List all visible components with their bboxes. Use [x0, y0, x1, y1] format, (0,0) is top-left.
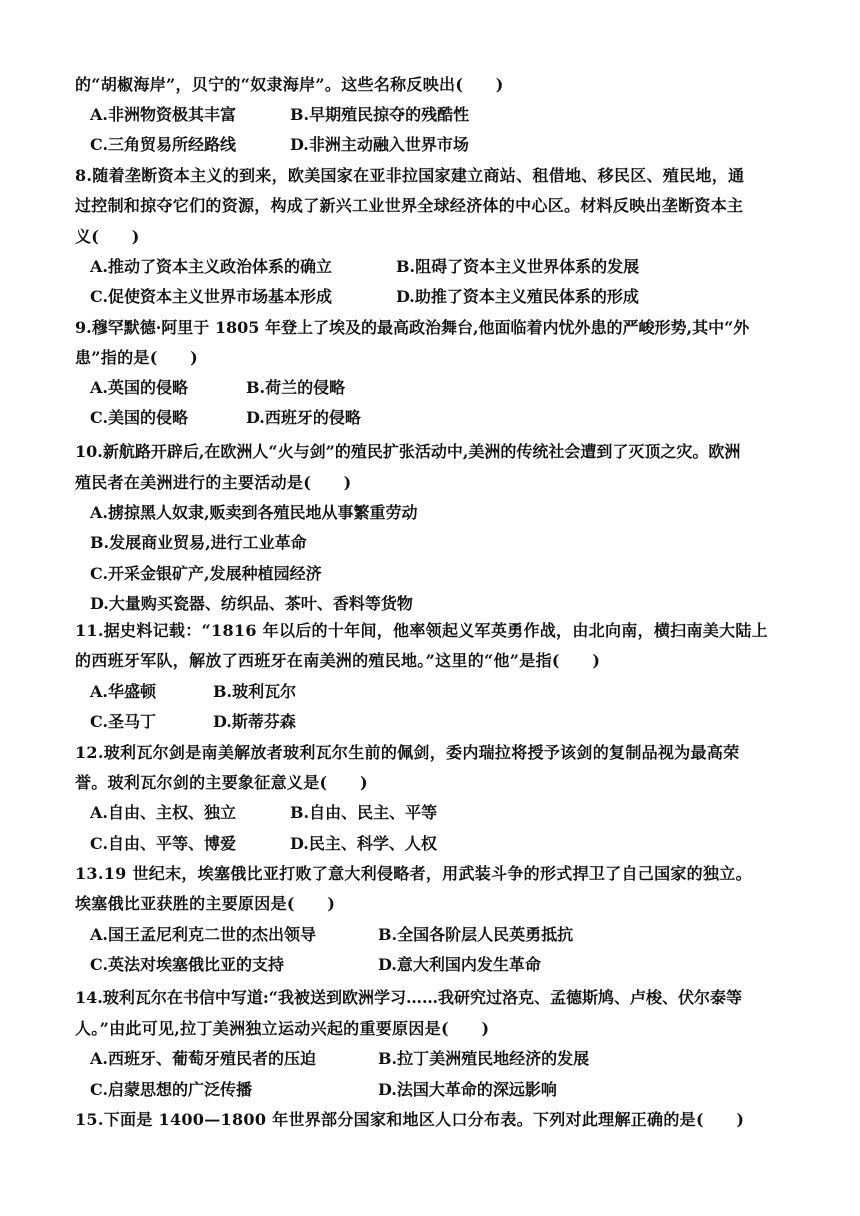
- q12-option-a: A.自由、主权、独立: [90, 803, 236, 822]
- q8-option-d: D.助推了资本主义殖民体系的形成: [396, 287, 639, 306]
- q10-option-c: C.开采金银矿产,发展种植园经济: [90, 564, 322, 583]
- q12-option-b: B.自由、民主、平等: [290, 803, 438, 822]
- q13-stem-line2: 埃塞俄比亚获胜的主要原因是( ): [75, 894, 336, 913]
- q8-option-a: A.推动了资本主义政治体系的确立: [90, 257, 332, 276]
- q8-option-b: B.阻碍了资本主义世界体系的发展: [396, 257, 640, 276]
- q9-option-c: C.美国的侵略: [90, 408, 189, 427]
- q9-option-a: A.英国的侵略: [90, 378, 188, 397]
- q14-option-b: B.拉丁美洲殖民地经济的发展: [378, 1049, 590, 1068]
- q9-option-b: B.荷兰的侵略: [246, 378, 346, 397]
- q14-option-a: A.西班牙、葡萄牙殖民者的压迫: [90, 1049, 316, 1068]
- q11-option-a: A.华盛顿: [90, 682, 156, 701]
- q7-option-d: D.非洲主动融入世界市场: [290, 135, 469, 154]
- q11-option-c: C.圣马丁: [90, 712, 157, 731]
- q14-option-c: C.启蒙思想的广泛传播: [90, 1080, 253, 1099]
- q10-stem-line1: 10.新航路开辟后,在欧洲人“火与剑”的殖民扩张活动中,美洲的传统社会遭到了灭顶之灾。欧洲: [75, 442, 741, 461]
- q12-stem-line1: 12.玻利瓦尔剑是南美解放者玻利瓦尔生前的佩剑，委内瑞拉将授予该剑的复制品视为最高荣: [75, 743, 740, 762]
- q8-stem-line1: 8.随着垄断资本主义的到来，欧美国家在亚非拉国家建立商站、租借地、移民区、殖民地，通: [75, 166, 745, 185]
- q11-stem-line2: 的西班牙军队，解放了西班牙在南美洲的殖民地。”这里的“他”是指( ): [75, 651, 601, 670]
- q8-option-c: C.促使资本主义世界市场基本形成: [90, 287, 333, 306]
- q7-option-b: B.早期殖民掠夺的残酷性: [290, 105, 470, 124]
- q15-stem-line1: 15.下面是 1400—1800 年世界部分国家和地区人口分布表。下列对此理解正确的是( ): [75, 1110, 745, 1129]
- q8-stem-line3: 义( ): [75, 227, 140, 246]
- q10-option-a: A.掳掠黑人奴隶,贩卖到各殖民地从事繁重劳动: [90, 503, 418, 522]
- q13-option-c: C.英法对埃塞俄比亚的支持: [90, 955, 285, 974]
- q13-option-d: D.意大利国内发生革命: [378, 955, 541, 974]
- q8-stem-line2: 过控制和掠夺它们的资源，构成了新兴工业世界全球经济体的中心区。材料反映出垄断资本主: [75, 196, 744, 215]
- q9-stem-line1: 9.穆罕默德·阿里于 1805 年登上了埃及的最高政治舞台,他面临着内忧外患的严峻形势,其中“外: [75, 318, 750, 337]
- q13-stem-line1: 13.19 世纪末，埃塞俄比亚打败了意大利侵略者，用武装斗争的形式捍卫了自己国家的独立。: [75, 864, 752, 883]
- q10-option-d: D.大量购买瓷器、纺织品、茶叶、香料等货物: [90, 594, 413, 613]
- q12-option-d: D.民主、科学、人权: [290, 834, 437, 853]
- q9-stem-line2: 患”指的是( ): [75, 348, 199, 367]
- q11-stem-line1: 11.据史料记载：“1816 年以后的十年间，他率领起义军英勇作战，由北向南，横扫南美大陆上: [75, 621, 768, 640]
- q14-stem-line2: 人。”由此可见,拉丁美洲独立运动兴起的重要原因是( ): [75, 1019, 490, 1038]
- q14-stem-line1: 14.玻利瓦尔在书信中写道:“我被送到欧洲学习……我研究过洛克、孟德斯鸠、卢梭、伏尔泰等: [75, 988, 742, 1007]
- q12-stem-line2: 誉。玻利瓦尔剑的主要象征意义是( ): [75, 773, 368, 792]
- q14-option-d: D.法国大革命的深远影响: [378, 1080, 557, 1099]
- q7-option-c: C.三角贸易所经路线: [90, 135, 237, 154]
- q12-option-c: C.自由、平等、博爱: [90, 834, 237, 853]
- q7-option-a: A.非洲物资极其丰富: [90, 105, 236, 124]
- q9-option-d: D.西班牙的侵略: [246, 408, 361, 427]
- q11-option-b: B.玻利瓦尔: [213, 682, 297, 701]
- q10-option-b: B.发展商业贸易,进行工业革命: [90, 533, 307, 552]
- q13-option-b: B.全国各阶层人民英勇抵抗: [378, 925, 574, 944]
- q7-stem: 的“胡椒海岸”，贝宁的“奴隶海岸”。这些名称反映出( ): [75, 75, 504, 94]
- q10-stem-line2: 殖民者在美洲进行的主要活动是( ): [75, 473, 352, 492]
- q11-option-d: D.斯蒂芬森: [213, 712, 296, 731]
- q13-option-a: A.国王孟尼利克二世的杰出领导: [90, 925, 316, 944]
